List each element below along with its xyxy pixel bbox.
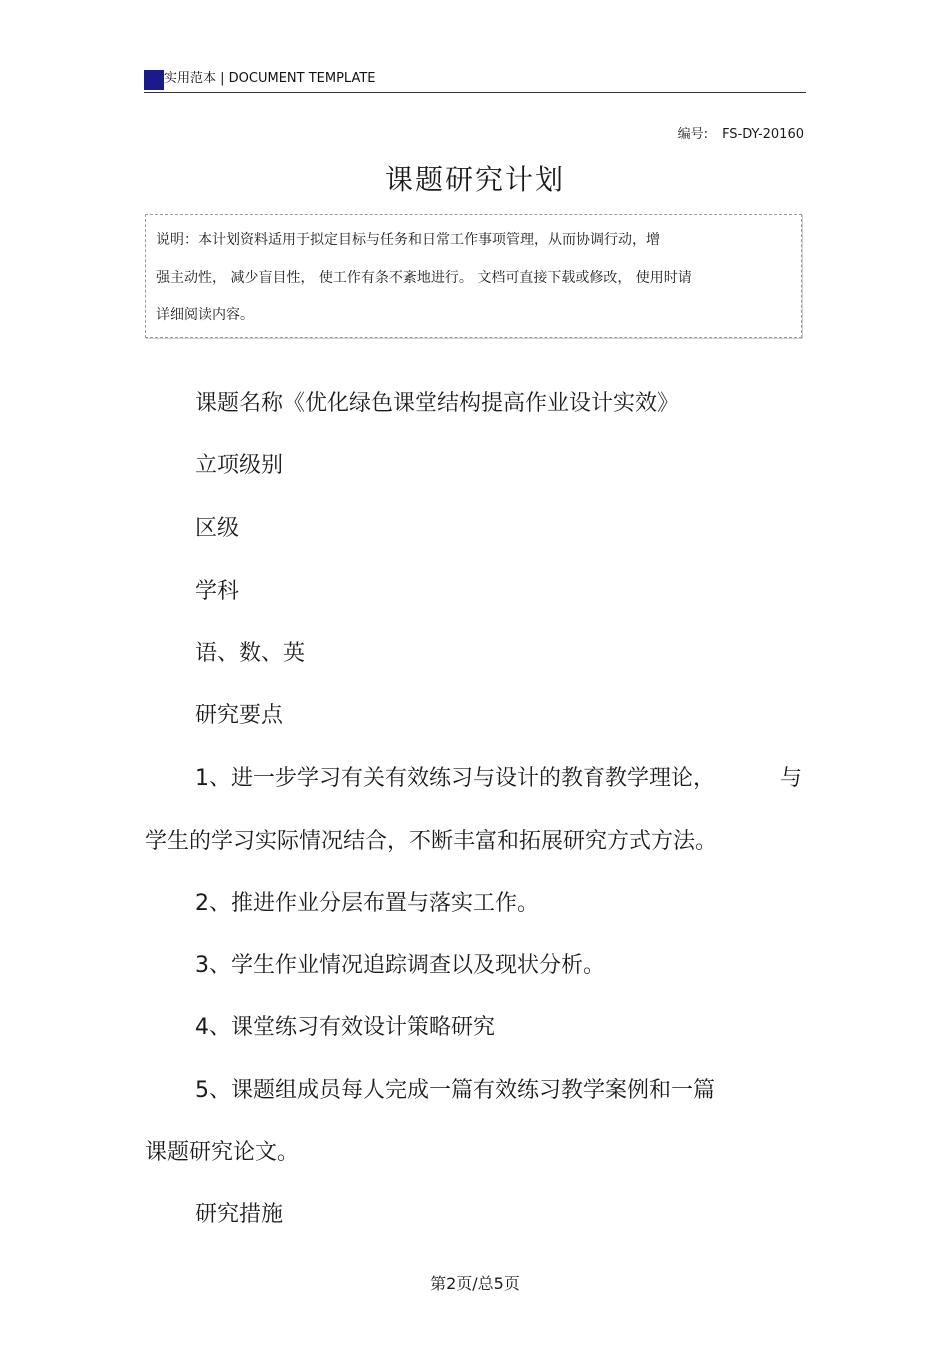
document-number-value: FS-DY-20160 <box>722 127 804 142</box>
document-number-label: 编号: <box>677 127 709 142</box>
description-box <box>145 214 802 338</box>
research-point-3: 3、学生作业情况追踪调查以及现状分析。 <box>195 953 605 978</box>
page-number-footer: 第2页/总5页 <box>430 1274 520 1293</box>
description-line-3: 详细阅读内容。 <box>156 307 254 323</box>
page-title: 课题研究计划 <box>384 163 565 196</box>
subject-value: 语、数、英 <box>195 641 306 666</box>
topic-name: 课题名称《优化绿色课堂结构提高作业设计实效》 <box>195 391 680 416</box>
project-level-value: 区级 <box>195 516 240 541</box>
research-point-2: 2、推进作业分层布置与落实工作。 <box>195 891 539 916</box>
research-point-5: 5、课题组成员每人完成一篇有效练习教学案例和一篇 <box>195 1078 715 1103</box>
research-points-heading: 研究要点 <box>195 703 284 728</box>
description-line-1: 说明：本计划资料适用于拟定目标与任务和日常工作事项管理，从而协调行动，增 <box>156 232 660 248</box>
project-level-label: 立项级别 <box>195 453 284 478</box>
research-point-1-continued: 学生的学习实际情况结合，不断丰富和拓展研究方式方法。 <box>145 829 718 854</box>
header-text: 实用范本 | DOCUMENT TEMPLATE <box>164 71 376 86</box>
research-point-4: 4、课堂练习有效设计策略研究 <box>195 1015 495 1040</box>
research-measures-heading: 研究措施 <box>195 1202 284 1227</box>
header-logo-square <box>144 70 164 90</box>
research-point-1-trailing: 与 <box>780 766 803 791</box>
research-point-1: 1、进一步学习有关有效练习与设计的教育教学理论， <box>195 766 715 791</box>
description-line-2: 强主动性， 减少盲目性， 使工作有条不紊地进行。 文档可直接下载或修改， 使用时请 <box>156 270 692 286</box>
document-header <box>144 68 806 93</box>
document-number <box>678 127 804 143</box>
subject-label: 学科 <box>195 579 240 604</box>
research-point-5-continued: 课题研究论文。 <box>145 1140 300 1165</box>
